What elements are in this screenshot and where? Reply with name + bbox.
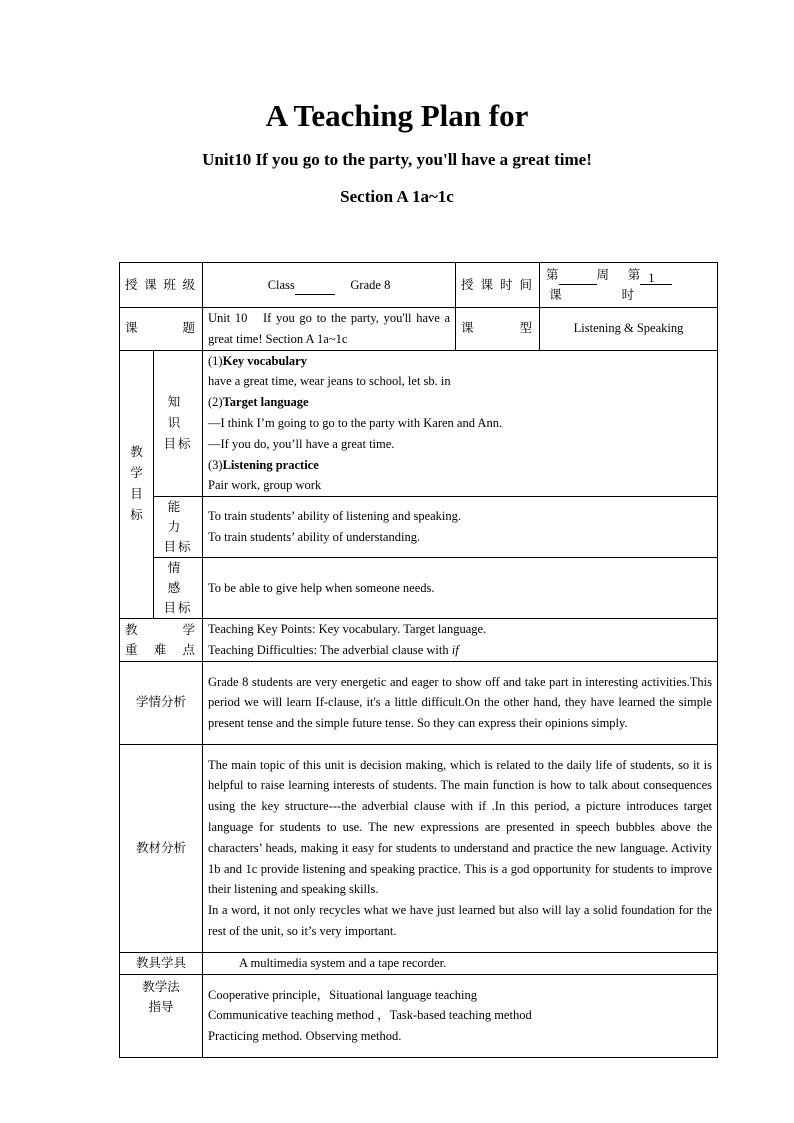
methods-line-3: Practicing method. Observing method. bbox=[208, 1029, 402, 1044]
period-suffix: 课时 bbox=[549, 288, 695, 302]
row-material-analysis bbox=[120, 744, 718, 952]
time-label: 授课时间 bbox=[456, 263, 540, 308]
target-line-2: —If you do, you’ll have a great time. bbox=[208, 436, 395, 451]
time-value-cell bbox=[540, 263, 718, 308]
listening-heading bbox=[208, 455, 712, 476]
target-line-1: —I think I’m going to go to the party with Karen and Ann. bbox=[208, 415, 503, 430]
key-points-label-1: 教学 bbox=[125, 622, 198, 637]
knowledge-label bbox=[154, 350, 203, 497]
class-blank bbox=[295, 280, 335, 295]
target-heading bbox=[208, 392, 712, 413]
period-blank bbox=[662, 270, 672, 285]
student-analysis-text: Grade 8 students are very energetic and eager to show off and take part in interesting activities.This period we will learn If-clause, it's a little difficult.On the other hand, they have learned the simple present tense and the simple future tense. So they can express their opinions simply. bbox=[203, 661, 718, 744]
week-blank bbox=[559, 270, 597, 285]
emotion-label-1: 情感 bbox=[167, 561, 189, 596]
type-value: Listening & Speaking bbox=[540, 308, 718, 351]
ability-label-2: 目标 bbox=[163, 540, 193, 555]
target-title: Target language bbox=[222, 395, 309, 410]
knowledge-label-2: 目标 bbox=[163, 436, 193, 451]
knowledge-label-1: 知识 bbox=[167, 394, 189, 430]
ability-label bbox=[154, 497, 203, 558]
row-knowledge-objectives bbox=[120, 350, 718, 497]
class-value: Class bbox=[267, 277, 295, 292]
week-suffix: 周 bbox=[596, 268, 610, 282]
methods-line-2: Communicative teaching method ，Task-based teaching method bbox=[208, 1008, 532, 1023]
vocab-num: (1) bbox=[208, 353, 223, 368]
row-emotion-objectives bbox=[120, 558, 718, 619]
target-num: (2) bbox=[208, 395, 223, 410]
section-title: Section A 1a~1c bbox=[340, 187, 454, 206]
material-analysis-para-1: The main topic of this unit is decision making, which is related to the daily life of students, so it is helpful to raise learning interests of students. The main function is how to talk about consequences using the key structure---the adverbial clause with if .In this period, a picture introduces target language for students to use. The new expressions are presented in speech bubbles above the characters’ heads, making it easy for students to understand and practice the new language. Activity 1b and 1c provide listening and speaking practice. This is a god opportunity for students to improve their listening and speaking skills. bbox=[208, 757, 713, 897]
emotion-label bbox=[154, 558, 203, 619]
class-label: 授课班级 bbox=[120, 263, 203, 308]
row-key-points bbox=[120, 619, 718, 662]
difficulties-italic: if bbox=[451, 642, 459, 657]
student-analysis-label: 学情分析 bbox=[120, 661, 203, 744]
methods-label bbox=[120, 974, 203, 1057]
ability-line-1: To train students’ ability of listening and speaking. bbox=[208, 509, 462, 524]
row-student-analysis bbox=[120, 661, 718, 744]
teaching-plan-table bbox=[119, 262, 718, 1058]
objectives-label bbox=[120, 350, 154, 619]
row-methods bbox=[120, 974, 718, 1057]
period-number: 1 bbox=[640, 268, 662, 285]
key-points-line-1: Teaching Key Points: Key vocabulary. Target language. bbox=[208, 622, 487, 637]
knowledge-content bbox=[203, 350, 718, 497]
material-analysis-label: 教材分析 bbox=[120, 744, 203, 952]
listening-title: Listening practice bbox=[222, 457, 319, 472]
row-teaching-aids bbox=[120, 952, 718, 974]
ability-line-2: To train students’ ability of understanding. bbox=[208, 530, 421, 545]
difficulties-text: Teaching Difficulties: The adverbial clause with bbox=[208, 642, 452, 657]
key-points-content bbox=[203, 619, 718, 662]
listening-text: Pair work, group work bbox=[208, 478, 322, 493]
key-points-line-2 bbox=[208, 640, 712, 661]
topic-value: Unit 10 If you go to the party, you'll have a great time! Section A 1a~1c bbox=[203, 308, 456, 351]
ability-label-1: 能力 bbox=[167, 500, 189, 535]
key-points-label-2: 重难点 bbox=[125, 642, 198, 657]
key-points-label bbox=[120, 619, 203, 662]
methods-label-2: 指导 bbox=[148, 999, 174, 1014]
vocab-text: have a great time, wear jeans to school, let sb. in bbox=[208, 374, 451, 389]
methods-content bbox=[203, 974, 718, 1057]
unit-subtitle: Unit10 If you go to the party, you'll have a great time! bbox=[202, 150, 592, 169]
period-prefix: 第 bbox=[627, 268, 641, 282]
emotion-content: To be able to give help when someone needs. bbox=[203, 558, 718, 619]
vocab-title: Key vocabulary bbox=[222, 353, 307, 368]
material-analysis-para-2: In a word, it not only recycles what we have just learned but also will lay a solid foundation for the rest of the unit, so it’s very important. bbox=[208, 903, 713, 939]
row-topic-type bbox=[120, 308, 718, 351]
methods-line-1: Cooperative principle，Situational language teaching bbox=[208, 987, 478, 1002]
type-label: 课型 bbox=[456, 308, 540, 351]
teaching-aids-label: 教具学具 bbox=[120, 952, 203, 974]
listening-num: (3) bbox=[208, 457, 223, 472]
ability-content bbox=[203, 497, 718, 558]
teaching-aids-text: A multimedia system and a tape recorder. bbox=[203, 952, 718, 974]
class-value-cell bbox=[203, 263, 456, 308]
objectives-label-text: 教学目标 bbox=[130, 445, 143, 523]
emotion-label-2: 目标 bbox=[163, 601, 193, 616]
week-prefix: 第 bbox=[546, 268, 559, 282]
row-ability-objectives bbox=[120, 497, 718, 558]
vocab-heading bbox=[208, 351, 712, 372]
topic-label: 课题 bbox=[120, 308, 203, 351]
material-analysis-content bbox=[203, 744, 718, 952]
grade-value: Grade 8 bbox=[350, 277, 391, 292]
row-class-time bbox=[120, 263, 718, 308]
page-title: A Teaching Plan for bbox=[265, 98, 529, 133]
methods-label-1: 教学法 bbox=[142, 979, 180, 994]
